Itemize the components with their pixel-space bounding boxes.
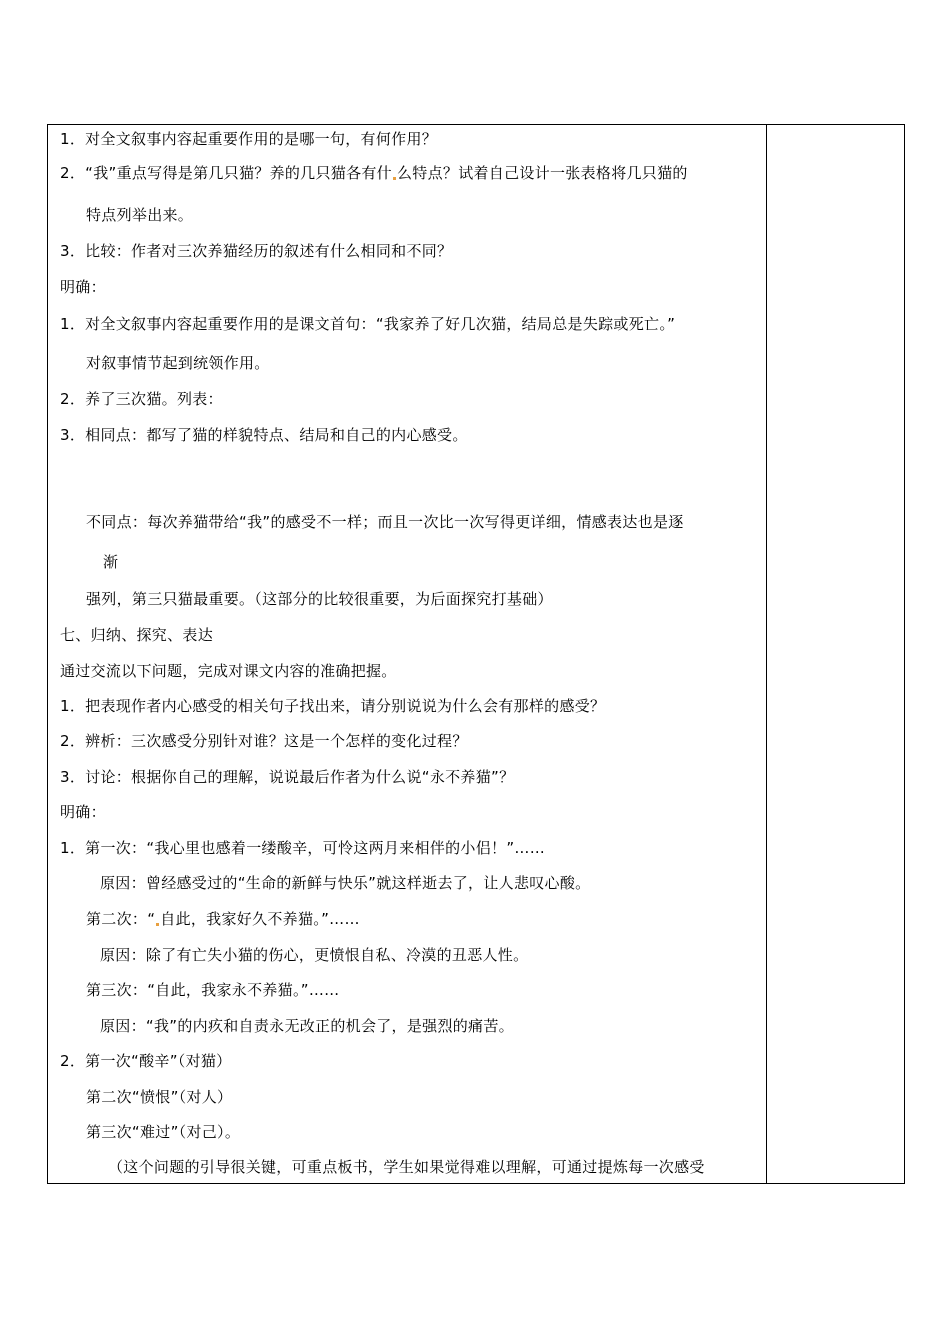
highlight-mark [156, 923, 159, 926]
text-line: 不同点：每次养猫带给“我”的感受不一样；而且一次比一次写得更详细，情感表达也是逐 [86, 513, 684, 531]
text-line: 3．比较：作者对三次养猫经历的叙述有什么相同和不同？ [60, 242, 453, 260]
section-heading: 七、归纳、探究、表达 [60, 626, 214, 644]
text-line: 对叙事情节起到统领作用。 [86, 354, 270, 372]
text-line: 通过交流以下问题，完成对课文内容的准确把握。 [60, 662, 397, 680]
text-line: 第三次：“自此，我家永不养猫。”…… [86, 981, 340, 999]
text-line: 2．辨析：三次感受分别针对谁？这是一个怎样的变化过程？ [60, 732, 468, 750]
text-line: 强列，第三只猫最重要。（这部分的比较很重要，为后面探究打基础） [86, 590, 553, 608]
text-line: 明确： [60, 278, 106, 296]
text-line: 2．“我”重点写得是第几只猫？养的几只猫各有什 么特点？试着自己设计一张表格将几只猫的 [60, 164, 688, 182]
text-line: 3．相同点：都写了猫的样貌特点、结局和自己的内心感受。 [60, 426, 468, 444]
text-line: 明确： [60, 803, 106, 821]
text-line: 渐 [103, 553, 119, 571]
text-line: 特点列举出来。 [86, 206, 194, 224]
text-line: 第二次“愤恨”（对人） [86, 1088, 233, 1106]
text-line: 原因：曾经感受过的“生命的新鲜与快乐”就这样逝去了，让人悲叹心酸。 [100, 874, 591, 892]
notes-cell [767, 125, 904, 1183]
text-line: 1．把表现作者内心感受的相关句子找出来，请分别说说为什么会有那样的感受？ [60, 697, 606, 715]
text-line: 2．养了三次猫。列表： [60, 390, 223, 408]
text-line: 1．对全文叙事内容起重要作用的是课文首句：“我家养了好几次猫，结局总是失踪或死亡。” [60, 315, 676, 333]
text-line: 1．第一次：“我心里也感着一缕酸辛，可怜这两月来相伴的小侣！”…… [60, 839, 545, 857]
text-line: 3．讨论：根据你自己的理解，说说最后作者为什么说“永不养猫”？ [60, 768, 515, 786]
text-line: 原因：“我”的内疚和自责永无改正的机会了，是强烈的痛苦。 [100, 1017, 514, 1035]
text-line: （这个问题的引导很关键，可重点板书，学生如果觉得难以理解，可通过提炼每一次感受 [108, 1158, 705, 1176]
lesson-content-cell [48, 125, 766, 1183]
text-line: 第二次：“ 自此，我家好久不养猫。”…… [86, 910, 360, 928]
text-line: 1．对全文叙事内容起重要作用的是哪一句，有何作用？ [60, 130, 438, 148]
text-line: 原因：除了有亡失小猫的伤心，更愤恨自私、冷漠的丑恶人性。 [100, 946, 529, 964]
lesson-table [47, 124, 905, 1184]
text-line: 2．第一次“酸辛”（对猫） [60, 1052, 232, 1070]
highlight-mark [393, 177, 396, 180]
text-line: 第三次“难过”（对己）。 [86, 1123, 241, 1141]
